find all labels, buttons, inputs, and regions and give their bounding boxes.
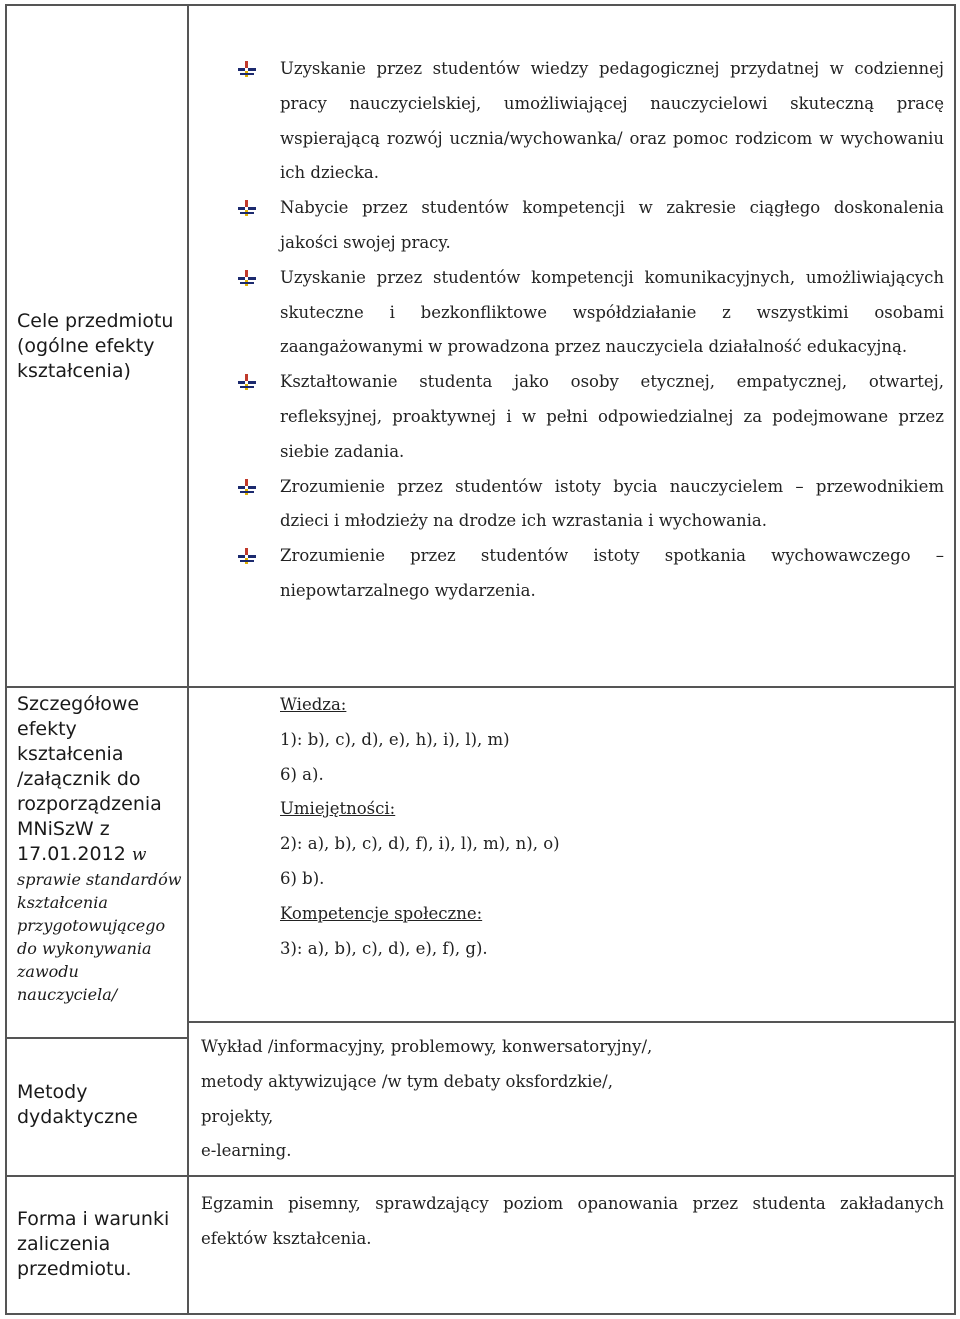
goal-text: Zrozumienie przez studentów istoty bycia nauczycielem – przewodnikiem dzieci i młodzieży na drodze ich wzrastania i wychowania. xyxy=(280,476,944,531)
table-border-left xyxy=(5,4,7,1315)
goal-text: Zrozumienie przez studentów istoty spotkania wychowawczego – niepowtarzalnego wydarzenia. xyxy=(280,546,944,600)
goals-label: Cele przedmiotu (ogólne efekty kształcenia) xyxy=(17,310,174,382)
methods-line: projekty, xyxy=(201,1106,274,1126)
table-border-top xyxy=(5,4,956,6)
row-divider-3 xyxy=(5,1175,956,1177)
knowledge-heading: Wiedza: xyxy=(280,695,347,714)
goal-text: Uzyskanie przez studentów kompetencji komunikacyjnych, umożliwiających skuteczne i bezkonfliktowe współdziałanie z wszystkimi osobami zaangażowanymi w prowadzona przez nauczyciela działalność edukacyjną. xyxy=(280,267,944,357)
skills-line: 6) b). xyxy=(280,868,325,888)
pinwheel-bullet-icon xyxy=(238,374,256,390)
assessment-text: Egzamin pisemny, sprawdzający poziom opanowania przez studenta zakładanych efektów kształcenia. xyxy=(201,1194,944,1248)
methods-line: Wykład /informacyjny, problemowy, konwersatoryjny/, xyxy=(201,1037,653,1056)
social-heading: Kompetencje społeczne: xyxy=(280,903,483,923)
effects-label-italic: sprawie standardów kształcenia przygotowującego do wykonywania zawodu nauczyciela/ xyxy=(17,870,182,1004)
goal-item xyxy=(238,470,944,540)
pinwheel-bullet-icon xyxy=(238,479,256,495)
row-divider-2 xyxy=(5,1037,188,1039)
pinwheel-bullet-icon xyxy=(238,270,256,286)
effects-content xyxy=(280,688,940,966)
goals-list xyxy=(238,52,944,609)
effects-label-main: Szczegółowe efekty kształcenia /załącznik do rozporządzenia MNiSzW z 17.01.2012 xyxy=(17,693,162,865)
methods-label: Metody dydaktyczne xyxy=(17,1081,138,1128)
column-divider xyxy=(187,4,189,1315)
knowledge-line: 1): b), c), d), e), h), i), l), m) xyxy=(280,729,510,749)
goal-item xyxy=(238,539,944,609)
effects-label xyxy=(17,692,182,1006)
knowledge-line: 6) a). xyxy=(280,764,324,784)
skills-line: 2): a), b), c), d), f), i), l), m), n), o) xyxy=(280,834,560,854)
table-border-bottom xyxy=(5,1313,956,1315)
pinwheel-bullet-icon xyxy=(238,61,256,77)
pinwheel-bullet-icon xyxy=(238,548,256,564)
goal-item xyxy=(238,52,944,191)
goal-item xyxy=(238,365,944,469)
goal-item xyxy=(238,191,944,261)
effects-label-w: w xyxy=(131,845,147,865)
goal-text: Nabycie przez studentów kompetencji w zakresie ciągłego doskonalenia jakości swojej pracy. xyxy=(280,198,944,252)
goal-text: Uzyskanie przez studentów wiedzy pedagogicznej przydatnej w codziennej pracy nauczycielskiej, umożliwiającej nauczycielowi skuteczną pracę wspierającą rozwój ucznia/wychowanka/ oraz pomoc rodzicom w wychowaniu ich dziecka. xyxy=(280,59,944,183)
goal-item xyxy=(238,261,944,365)
methods-content xyxy=(201,1030,946,1169)
social-line: 3): a), b), c), d), e), f), g). xyxy=(280,938,488,958)
methods-line: e-learning. xyxy=(201,1141,292,1161)
methods-line: metody aktywizujące /w tym debaty oksfordzkie/, xyxy=(201,1071,613,1091)
goal-text: Kształtowanie studenta jako osoby etycznej, empatycznej, otwartej, refleksyjnej, proaktywnej i w pełni odpowiedzialnej za podejmowane przez siebie zadania. xyxy=(280,372,944,461)
row-divider-2b xyxy=(188,1021,956,1023)
table-border-right xyxy=(954,4,956,1315)
assessment-label: Forma i warunki zaliczenia przedmiotu. xyxy=(17,1208,170,1280)
pinwheel-bullet-icon xyxy=(238,200,256,216)
skills-heading: Umiejętności: xyxy=(280,799,396,819)
